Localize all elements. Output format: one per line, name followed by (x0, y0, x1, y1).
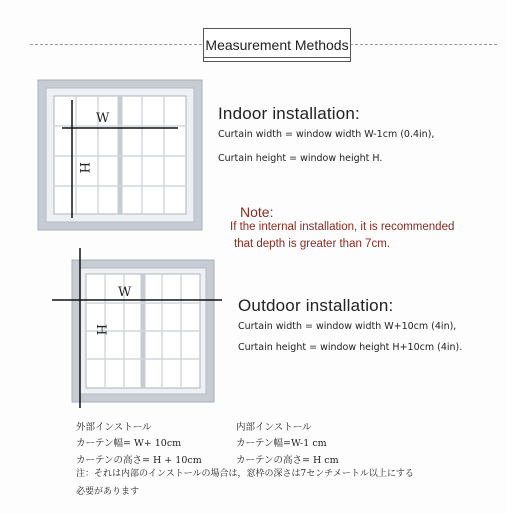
jp-outdoor-width: カーテン幅= W+ 10cm (76, 438, 182, 449)
note-line-2: that depth is greater than 7cm. (234, 238, 390, 250)
indoor-width-formula: Curtain width = window width W-1cm (0.4in), (218, 129, 435, 140)
jp-note-line-1: 注：それは内部のインストールの場合は，窓枠の深さは7センチメートル以上にする (76, 469, 414, 479)
note-line-1: If the internal installation, it is recommended (230, 221, 455, 233)
jp-indoor-title: 内部インストール (236, 422, 312, 433)
indoor-h-label: H (76, 162, 91, 174)
jp-outdoor-height: カーテンの高さ= H + 10cm (76, 455, 202, 466)
indoor-height-formula: Curtain height = window height H. (218, 153, 383, 164)
indoor-heading: Indoor installation: (218, 104, 360, 123)
outdoor-height-formula: Curtain height = window height H+10cm (4in). (238, 342, 463, 353)
jp-outdoor-title: 外部インストール (76, 422, 152, 433)
page-title (203, 28, 351, 62)
jp-note-line-2: 必要があります (76, 487, 140, 497)
header-divider-right (350, 44, 497, 45)
indoor-w-label: W (96, 111, 110, 126)
header-divider-left (30, 44, 202, 45)
note-label: Note: (240, 204, 274, 220)
outdoor-h-label: H (93, 324, 108, 336)
indoor-window-diagram (38, 80, 202, 230)
jp-indoor-width: カーテン幅=W-1 cm (236, 438, 327, 449)
outdoor-w-label: W (118, 285, 132, 300)
page-title-text: Measurement Methods (205, 37, 349, 53)
outdoor-heading: Outdoor installation: (238, 296, 394, 315)
outdoor-window-diagram (52, 248, 222, 408)
outdoor-width-formula: Curtain width = window width W+10cm (4in), (238, 321, 457, 332)
jp-indoor-height: カーテンの高さ= H cm (236, 455, 339, 466)
